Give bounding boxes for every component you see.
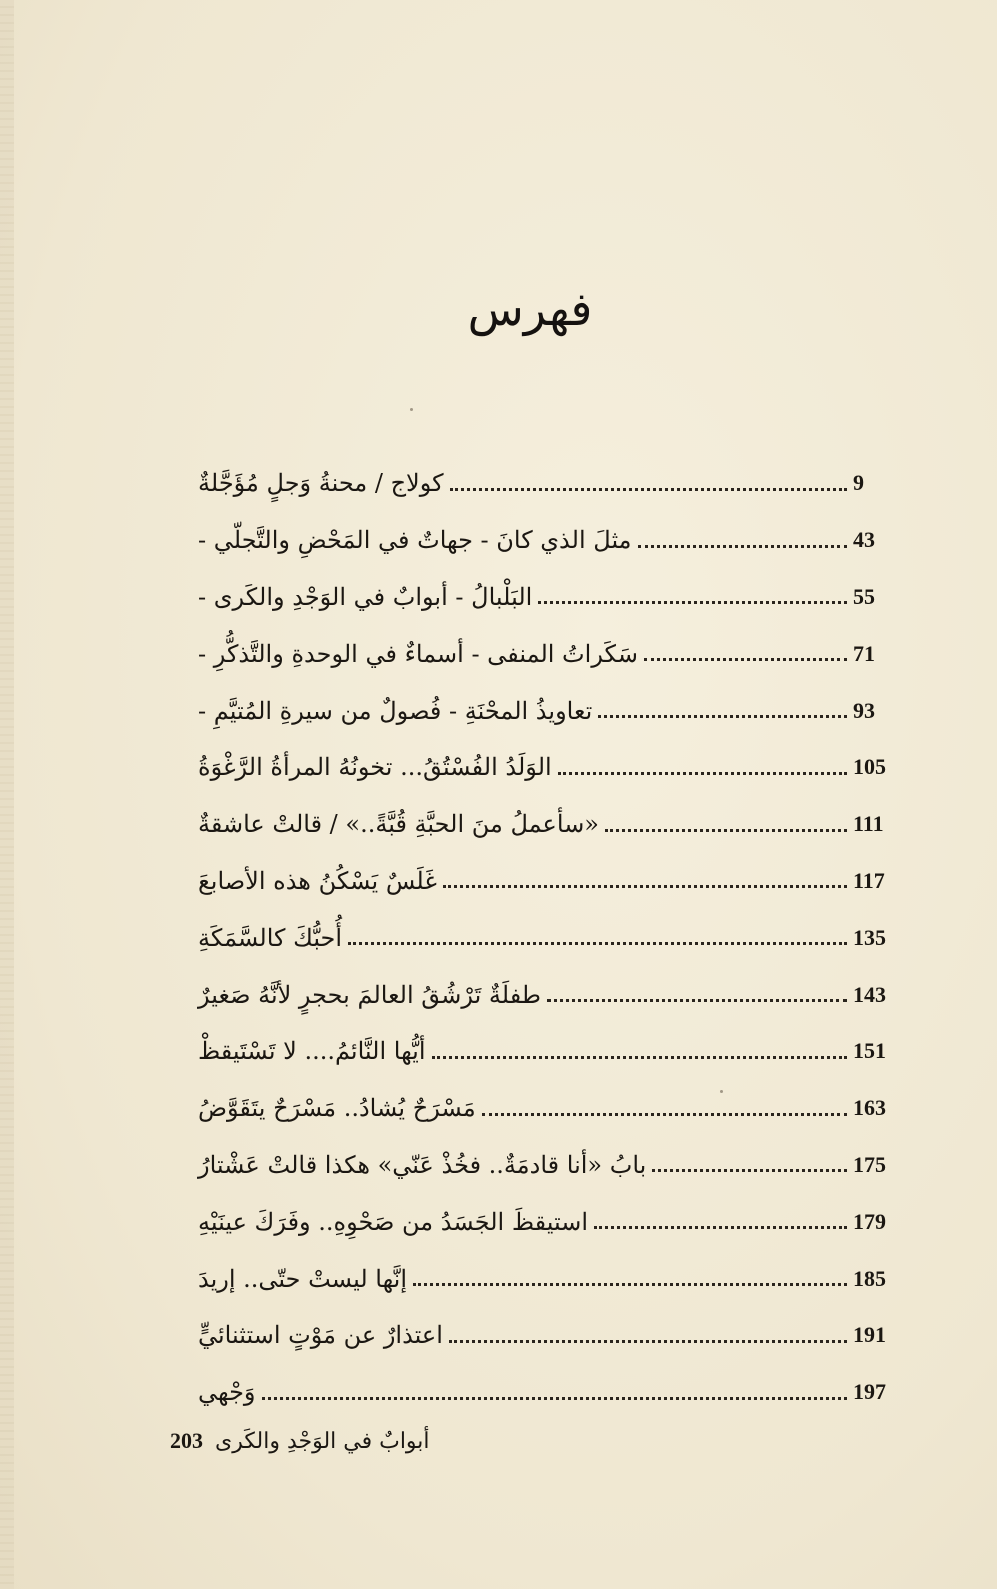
- dot-leader: [450, 488, 847, 491]
- toc-entry-title: مثلَ الذي كانَ - جهاتٌ في المَحْضِ والتَّجلّي -: [198, 526, 632, 555]
- toc-entry: [190, 796, 905, 853]
- dot-leader: [652, 1169, 847, 1172]
- toc-entry-page: 55: [853, 583, 875, 609]
- dot-leader: [638, 545, 847, 548]
- toc-entry-title: طفلَةٌ تَرْشُقُ العالمَ بحجرٍ لأنَّهُ صَغيرٌ: [198, 980, 541, 1009]
- toc-entry-title: الوَلَدُ الفُسْتُقُ... تخونُهُ المرأةُ الرَّغْوَةُ: [198, 753, 552, 782]
- toc-entry-page: 105: [853, 754, 886, 780]
- toc-entry-page: 151: [853, 1038, 886, 1064]
- dot-leader: [547, 999, 847, 1002]
- dot-leader: [482, 1113, 847, 1116]
- toc-entry-page: 93: [853, 697, 875, 723]
- toc-entry: [190, 1137, 905, 1194]
- dot-leader: [262, 1397, 848, 1400]
- dot-leader: [449, 1340, 847, 1343]
- toc-entry-title: أيُّها النَّائمُ.... لا تَسْتَيقظْ: [198, 1037, 426, 1066]
- dot-leader: [605, 829, 847, 832]
- toc-entry: [190, 455, 905, 512]
- toc-entry-page: 135: [853, 924, 886, 950]
- toc-list: [190, 455, 905, 1421]
- toc-entry-title: بابُ «أنا قادمَةٌ.. فخُذْ عَنّي» هكذا قالتْ عَشْتارُ: [198, 1150, 647, 1179]
- toc-entry-page: 175: [853, 1151, 886, 1177]
- dot-leader: [348, 942, 847, 945]
- toc-entry-page: 185: [853, 1265, 886, 1291]
- toc-entry-page: 179: [853, 1208, 886, 1234]
- dot-leader: [598, 715, 847, 718]
- toc-entry: [190, 625, 905, 682]
- toc-entry: [190, 1364, 905, 1421]
- toc-entry-page: 197: [853, 1379, 886, 1405]
- footer-page-number: 203: [170, 1428, 203, 1453]
- dot-leader: [413, 1283, 847, 1286]
- dot-leader: [644, 658, 847, 661]
- toc-heading: فهرس: [467, 282, 593, 336]
- toc-entry-title: كولاج / محنةُ وَجلٍ مُؤَجَّلةٌ: [198, 469, 444, 498]
- toc-entry: [190, 739, 905, 796]
- dot-leader: [538, 601, 847, 604]
- toc-entry-title: سَكَراتُ المنفى - أسماءٌ في الوحدةِ والتَّذكُّرِ -: [198, 639, 638, 668]
- toc-entry-title: البَلْبالُ - أبوابٌ في الوَجْدِ والكَرى -: [198, 582, 533, 611]
- toc-entry: [190, 1080, 905, 1137]
- dot-leader: [432, 1056, 848, 1059]
- toc-entry-page: 9: [853, 470, 864, 496]
- paper-speck: [410, 408, 413, 411]
- toc-entry-title: أُحبُّكَ كالسَّمَكَةِ: [198, 923, 343, 952]
- toc-entry: [190, 1307, 905, 1364]
- toc-entry: [190, 569, 905, 626]
- toc-entry-title: وَجْهي: [198, 1378, 256, 1407]
- toc-entry-page: 43: [853, 527, 875, 553]
- toc-entry-title: تعاويذُ المحْنَةِ - فُصولٌ من سيرةِ المُتيَّمِ -: [198, 696, 593, 725]
- toc-entry-title: استيقظَ الجَسَدُ من صَحْوِهِ.. وفَرَكَ عينَيْهِ: [198, 1207, 589, 1236]
- page-edge: [0, 0, 14, 1589]
- toc-entry-page: 111: [853, 811, 884, 837]
- dot-leader: [558, 772, 847, 775]
- toc-entry-title: مَسْرَحٌ يُشادُ.. مَسْرَحٌ يتَقَوَّضُ: [198, 1094, 476, 1123]
- toc-entry-page: 117: [853, 867, 885, 893]
- toc-entry-page: 71: [853, 640, 875, 666]
- toc-entry: [190, 1250, 905, 1307]
- page-footer: [170, 1428, 470, 1454]
- toc-entry-page: 143: [853, 981, 886, 1007]
- toc-entry-page: 191: [853, 1322, 886, 1348]
- toc-entry: [190, 909, 905, 966]
- toc-entry-title: «سأعملُ منَ الحبَّةِ قُبَّةً..» / قالتْ عاشقةٌ: [198, 810, 599, 839]
- toc-entry: [190, 966, 905, 1023]
- toc-entry-title: اعتذارٌ عن مَوْتٍ استثنائيٍّ: [198, 1321, 443, 1350]
- toc-entry-title: إنَّها ليستْ حتّى.. إريدَ: [198, 1264, 408, 1293]
- toc-entry: [190, 853, 905, 910]
- dot-leader: [443, 885, 847, 888]
- toc-entry: [190, 1023, 905, 1080]
- toc-entry: [190, 1193, 905, 1250]
- footer-book-title: أبوابٌ في الوَجْدِ والكَرى: [215, 1428, 430, 1454]
- dot-leader: [594, 1226, 847, 1229]
- toc-entry: [190, 682, 905, 739]
- toc-entry: [190, 512, 905, 569]
- toc-entry-title: غَلَسٌ يَسْكُنُ هذه الأصابعَ: [198, 866, 437, 895]
- toc-entry-page: 163: [853, 1095, 886, 1121]
